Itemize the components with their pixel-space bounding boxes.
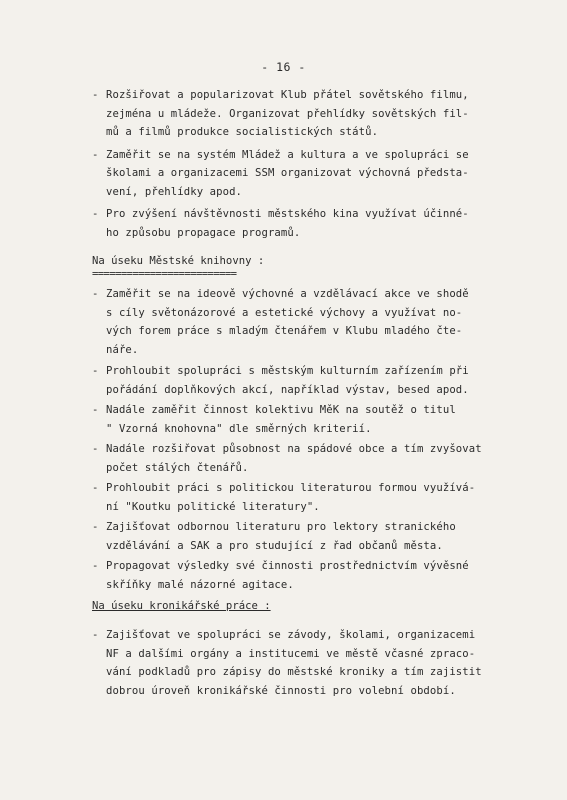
text-line: ní "Koutku politické literatury". <box>106 500 320 513</box>
section-heading-library: Na úseku Městské knihovny : <box>92 255 265 267</box>
bullet-dash: - <box>92 288 99 300</box>
text-line: vání podkladů pro zápisy do městské kroniky a tím zajistit <box>106 666 482 678</box>
text-line: s cíly světonázorové a estetické výchovy a využívat no- <box>106 306 463 319</box>
list-item <box>92 205 512 242</box>
bullet-dash: - <box>92 443 99 455</box>
text-line: vých forem práce s mladým čtenářem v Klubu mladého čte- <box>106 325 463 337</box>
text-line: Zaměřit se na ideově výchovné a vzdělávací akce ve shodě <box>106 288 469 300</box>
list-item <box>92 626 512 700</box>
list-item <box>92 479 512 516</box>
text-line: " Vzorná knohovna" dle směrných kriterií. <box>106 422 372 435</box>
bullet-dash: - <box>92 89 99 101</box>
bullet-dash: - <box>92 521 99 533</box>
bullet-dash: - <box>92 365 99 377</box>
bullet-dash: - <box>92 482 99 494</box>
text-line: počet stálých čtenářů. <box>106 461 249 474</box>
section-chronicle-list <box>92 626 512 700</box>
list-item <box>92 401 512 438</box>
text-line: ho způsobu propagace programů. <box>106 226 301 239</box>
bullet-dash: - <box>92 629 99 641</box>
text-line: Zajišťovat ve spolupráci se závody, školami, organizacemi <box>106 629 476 641</box>
list-item <box>92 285 512 359</box>
list-item <box>92 362 512 399</box>
text-line: zejména u mládeže. Organizovat přehlídky sovětských fil- <box>106 107 469 120</box>
text-line: náře. <box>106 343 139 356</box>
text-line: Pro zvýšení návštěvnosti městského kina využívat účinné- <box>106 208 469 220</box>
text-line: Rozšiřovat a popularizovat Klub přátel sovětského filmu, <box>106 89 469 101</box>
text-line: dobrou úroveň kronikářské činnosti pro volební období. <box>106 684 456 697</box>
bullet-dash: - <box>92 148 99 161</box>
text-line: Propagovat výsledky své činnosti prostřednictvím vývěsné <box>106 560 469 572</box>
list-item <box>92 557 512 594</box>
text-line: školami a organizacemi SSM organizovat výchovná předsta- <box>106 167 469 179</box>
bullet-dash: - <box>92 404 99 416</box>
text-line: Zajišťovat odbornou literaturu pro lektory stranického <box>106 521 456 533</box>
list-item <box>92 440 512 477</box>
section-film-list <box>92 86 512 242</box>
text-line: Nadále zaměřit činnost kolektivu MěK na soutěž o titul <box>106 404 456 416</box>
heading-underline-rule: ========================= <box>92 268 237 280</box>
text-line: skříňky malé názorné agitace. <box>106 578 294 591</box>
section-heading-chronicle: Na úseku kronikářské práce : <box>92 600 271 612</box>
text-line: pořádání doplňkových akcí, například výstav, besed apod. <box>106 383 469 396</box>
text-line: Prohloubit práci s politickou literaturou formou využívá- <box>106 482 476 494</box>
list-item <box>92 86 512 142</box>
list-item <box>92 146 512 202</box>
list-item <box>92 518 512 555</box>
bullet-dash: - <box>92 560 99 572</box>
text-line: mů a filmů produkce socialistických států. <box>106 126 379 138</box>
text-line: Zaměřit se na systém Mládež a kultura a ve spolupráci se <box>106 148 469 161</box>
bullet-dash: - <box>92 208 99 220</box>
text-line: Prohloubit spolupráci s městským kulturním zařízením při <box>106 365 469 377</box>
text-line: NF a dalšími orgány a institucemi ve městě včasné zpraco- <box>106 647 476 660</box>
section-library-list <box>92 285 512 594</box>
text-line: vení, přehlídky apod. <box>106 185 243 198</box>
page-number: - 16 - <box>261 60 306 74</box>
text-line: vzdělávání a SAK a pro studující z řad občanů města. <box>106 539 443 552</box>
text-line: Nadále rozšiřovat působnost na spádové obce a tím zvyšovat <box>106 443 482 455</box>
